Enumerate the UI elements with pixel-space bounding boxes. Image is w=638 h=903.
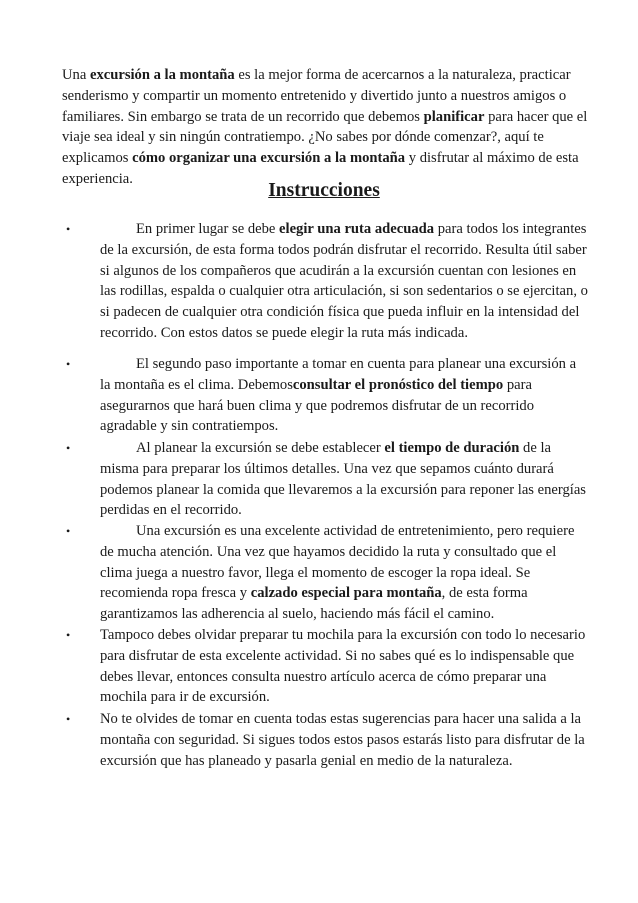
bullet-icon: • <box>66 712 71 726</box>
bullet-icon: • <box>66 524 71 538</box>
item-text: para asegurarnos que hará buen clima y que podremos disfrutar de un recorrido agradable y sin contratiempos. <box>100 376 535 435</box>
item-text: Tampoco debes olvidar preparar tu mochila para la excursión con todo lo necesario para disfrutar de esta excelente actividad. Si no sabes qué es lo indispensable que debes llevar, entonces consulta nuestro artículo acerca de cómo preparar una mochila para ir de excursión. <box>100 627 586 706</box>
item-bold: consultar el pronóstico del tiempo <box>292 376 504 393</box>
item-bold: el tiempo de duración <box>384 440 520 456</box>
intro-bold: planificar <box>423 108 485 125</box>
item-text: para todos los integrantes de la excursión, de esta forma todos podrán disfrutar el recorrido. Resulta útil saber si algunos de los compañeros que acudirán a la excursión cuentan con lesiones en las rodillas, espalda o cualquier otra articulación, si son sedentarios o se ejercitan, o si padecen de cualquier otra condición física que pueda influir en la intensidad del recorrido. Con estos datos se puede elegir la ruta más indicada. <box>100 221 588 341</box>
item-text: Una excursión es una excelente actividad de entretenimiento, pero requiere de mucha atención. Una vez que hayamos decidido la ruta y consultado que el clima juega a nuestro favor, llega el momento de escoger la ropa ideal. Se recomienda ropa fresca y <box>100 523 575 602</box>
intro-bold: cómo organizar una excursión a la montaña <box>132 150 406 167</box>
bullet-icon: • <box>66 628 71 642</box>
intro-text: para hacer que el viaje sea ideal y sin ningún contratiempo. ¿No sabes por dónde comenzar?, aquí te explicamos <box>62 108 588 167</box>
item-bold: elegir una ruta adecuada <box>279 221 435 237</box>
intro-bold: excursión a la montaña <box>89 67 235 83</box>
list-item-text <box>100 709 588 771</box>
bullet-icon: • <box>66 222 71 236</box>
item-text: Al planear la excursión se debe establecer <box>136 440 385 456</box>
item-bold: calzado especial para montaña <box>250 585 442 602</box>
item-text: No te olvides de tomar en cuenta todas estas sugerencias para hacer una salida a la montaña con seguridad. Si sigues todos estos pasos estarás listo para disfrutar de la excursión que has planeado y pasarla genial en medio de la naturaleza. <box>100 711 585 769</box>
list-item-text <box>100 625 588 708</box>
list-item-text <box>100 354 588 437</box>
intro-text: Una <box>62 67 90 83</box>
bullet-icon: • <box>66 441 71 455</box>
item-text: de la misma para preparar los últimos detalles. Una vez que sepamos cuánto durará podemos planear la comida que llevaremos a la excursión para reponer las energías perdidas en el recorrido. <box>100 440 586 519</box>
bullet-icon: • <box>66 357 71 371</box>
instructions-heading <box>0 179 638 203</box>
list-item-text <box>100 438 588 521</box>
intro-text: es la mejor forma de acercarnos a la naturaleza, practicar senderismo y compartir un momento entretenido y divertido junto a nuestros amigos o familiares. Sin embargo se trata de un recorrido que debemos <box>62 67 571 125</box>
list-item-text <box>100 521 588 625</box>
item-text: En primer lugar se debe <box>136 221 280 237</box>
heading-text: Instrucciones <box>268 180 380 201</box>
list-item-text <box>100 219 588 344</box>
item-text: El segundo paso importante a tomar en cuenta para planear una excursión a la montaña es el clima. Debemos <box>100 356 577 393</box>
intro-text: y disfrutar al máximo de esta experiencia. <box>62 150 579 187</box>
item-text: , de esta forma garantizamos las adherencia al suelo, haciendo más fácil el camino. <box>100 585 528 623</box>
intro-paragraph <box>62 65 588 190</box>
